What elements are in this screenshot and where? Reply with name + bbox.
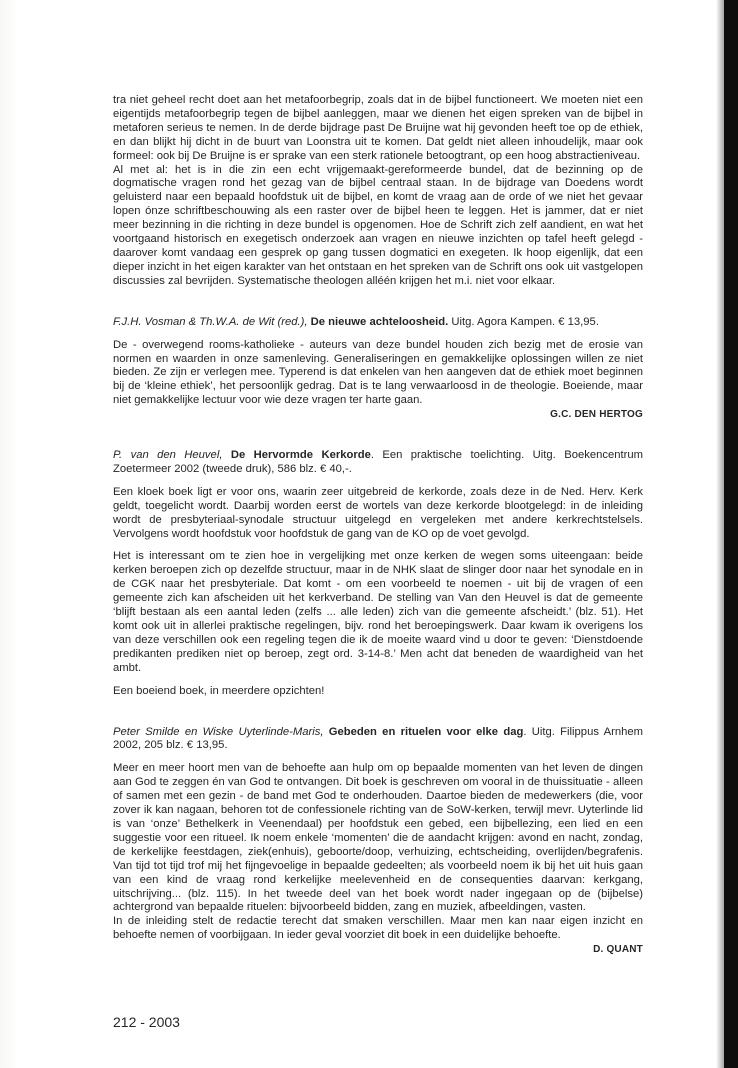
book-title: Gebeden en rituelen voor elke dag bbox=[328, 725, 524, 738]
book-title: De nieuwe achteloosheid. bbox=[310, 315, 449, 328]
reviewer-signature: G.C. DEN HERTOG bbox=[550, 409, 643, 421]
book-authors: Peter Smilde en Wiske Uyterlinde-Maris, bbox=[113, 725, 324, 738]
page-edge-left bbox=[0, 0, 18, 1068]
book-reference bbox=[113, 316, 643, 330]
book-title: De Hervormde Kerkorde bbox=[230, 449, 371, 462]
article-body bbox=[113, 94, 643, 957]
book-authors: P. van den Heuvel, bbox=[113, 449, 223, 462]
book-publisher: Uitg. Agora Kampen. € 13,95. bbox=[448, 315, 599, 328]
paragraph: Het is interessant om te zien hoe in vergelijking met onze kerken de wegen soms uiteengaan: beide kerken beroepen zich op dezelfde structuur, maar in de NHK slaat de slinger door naar het synodale en in de CGK naar het presbyteriale. Dat komt - om een voorbeeld te noemen - uit bij de vragen of een gemeente zich kan afscheiden uit het kerkverband. De stelling van Van den Heuvel is dat de gemeente ‘blijft bestaan als een aantal leden (zelfs ... alle leden) zich van die gemeente afscheidt.’ (blz. 51). Het komt ook uit in allerlei praktische regelingen, bijv. rond het beroepingswerk. Daar kwam ik overigens los van deze verschillen ook een regeling tegen die ik de moeite waard vind u door te geven: ‘Dienstdoende predikanten prediken niet op beroep, zegt ord. 3-14-8.’ Men acht dat beneden de waardigheid van het ambt. bbox=[113, 550, 643, 674]
review-continuation bbox=[113, 94, 643, 289]
paragraph: Een boeiend boek, in meerdere opzichten! bbox=[113, 684, 325, 697]
page-edge-right bbox=[724, 0, 738, 1068]
book-publisher: . Een praktische toelichting. Uitg. Boekencentrum Zoetermeer 2002 (tweede druk), 586 blz. € 40,-. bbox=[113, 449, 643, 475]
page-number: 212 - 2003 bbox=[113, 1014, 180, 1030]
paragraph: De - overwegend rooms-katholieke - auteurs van deze bundel houden zich bezig met de erosie van normen en waarden in onze samenleving. Generaliseringen en gemakkelijke oplossingen willen ze niet bieden. Ze zijn er verlegen mee. Typerend is dat enkelen van hen aangeven dat de ethiek moet beginnen bij de ‘kleine ethiek’, het persoonlijk gedrag. Dat is te lang verwaarloosd in de theologie. Boeiende, maar niet gemakkelijke lectuur voor wie deze vragen ter harte gaan. bbox=[113, 338, 643, 407]
book-reference bbox=[113, 726, 643, 754]
reviewer-signature: D. QUANT bbox=[593, 944, 643, 956]
book-review-heuvel bbox=[113, 449, 643, 699]
paragraph: Meer en meer hoort men van de behoefte aan hulp om op bepaalde momenten van het leven de dingen aan God te zeggen én van God te ontvangen. Dit boek is geschreven om vooral in de thuissituatie - alleen of samen met een gezin - de band met God te onderhouden. Daartoe bieden de medewerkers (die, voor zover ik kan nagaan, behoren tot de confessionele richting van de SoW-kerken, terwijl mevr. Uyterlinde lid is van ‘onze’ Bethelkerk in Veenendaal) per hoofdstuk een gebed, een bijbellezing, een lied en een suggestie voor een ritueel. Ik noem enkele ‘momenten’ die de aandacht krijgen: avond en nacht, zondag, de kerkelijke feestdagen, ziek(enhuis), geboorte/doop, verhuizing, echtscheiding, overlijden/begrafenis. Van tijd tot tijd trof mij het fijngevoelige in bepaalde gedeelten; als voorbeeld noem ik bij het uit huis gaan van een kind de vraag rond kerkelijke meelevenheid en de consequenties daarvan: kerkgang, uitschrijving... (blz. 115). In het tweede deel van het boek wordt nader ingegaan op de (bijbelse) achtergrond van bepaalde rituelen: bijvoorbeeld bidden, zang en muziek, afbeeldingen, vasten. bbox=[113, 762, 643, 914]
book-review-vosman bbox=[113, 316, 643, 422]
paragraph: In de inleiding stelt de redactie terecht dat smaken verschillen. Maar men kan naar eigen inzicht en behoefte nemen of voorbijgaan. In ieder geval voorziet dit boek in een duidelijke behoefte. bbox=[113, 915, 643, 942]
book-publisher: . Uitg. Filippus Arnhem 2002, 205 blz. € 13,95. bbox=[113, 725, 643, 752]
book-authors: F.J.H. Vosman & Th.W.A. de Wit (red.), bbox=[113, 315, 308, 328]
paragraph: Een kloek boek ligt er voor ons, waarin zeer uitgebreid de kerkorde, zoals deze in de Ned. Herv. Kerk geldt, toegelicht wordt. Daarbij worden eerst de wortels van deze kerkorde blootgelegd: in de inleiding wordt de presbyteriaal-synodale structuur uitgelegd en vergeleken met andere kerkrechtstelsels. Vervolgens wordt hoofdstuk voor hoofdstuk de gang van de KO op de voet gevolgd. bbox=[113, 485, 643, 540]
book-review-smilde bbox=[113, 726, 643, 958]
paragraph: Al met al: het is in die zin een echt vrijgemaakt-gereformeerde bundel, dat de bezinning op de dogmatische vragen rond het gezag van de bijbel centraal staan. In de bijdrage van Doedens wordt geluisterd naar een bepaald hoofdstuk uit de bijbel, en komt de vraag aan de orde of we niet het gevaar lopen ónze schriftbeschouwing als een raster over de bijbel heen te leggen. Het is jammer, dat er niet meer bezinning in die richting in deze bundel is opgenomen. Hoe de Schrift zich zelf aandient, en wat het voortgaand historisch en exegetisch onderzoek aan vragen en nieuwe inzichten op tafel heeft gelegd - daarover komt vandaag een gesprek op gang tussen dogmatici en exegeten. Ik hoop eigenlijk, dat een dieper inzicht in het eigen karakter van het ontstaan en het spreken van de Schrift ons ook uit vastgelopen discussies zal bevrijden. Systematische theologen alléén krijgen het m.i. niet voor elkaar. bbox=[113, 163, 643, 287]
paragraph: tra niet geheel recht doet aan het metafoorbegrip, zoals dat in de bijbel functioneert. We moeten niet een eigentijds metafoorbegrip tegen de bijbel aanleggen, maar we dienen het eigen spreken van de bijbel in metaforen serieus te nemen. In de derde bijdrage past De Bruijne wat hij gevonden heeft toe op de ethiek, en dan blijkt hij dicht in de buurt van Loonstra uit te komen. Dat geldt niet alleen inhoudelijk, maar ook formeel: ook bij De Bruijne is er sprake van een sterk rationele betoogtrant, op een hoog abstractieniveau. bbox=[113, 94, 643, 162]
book-reference bbox=[113, 449, 643, 477]
